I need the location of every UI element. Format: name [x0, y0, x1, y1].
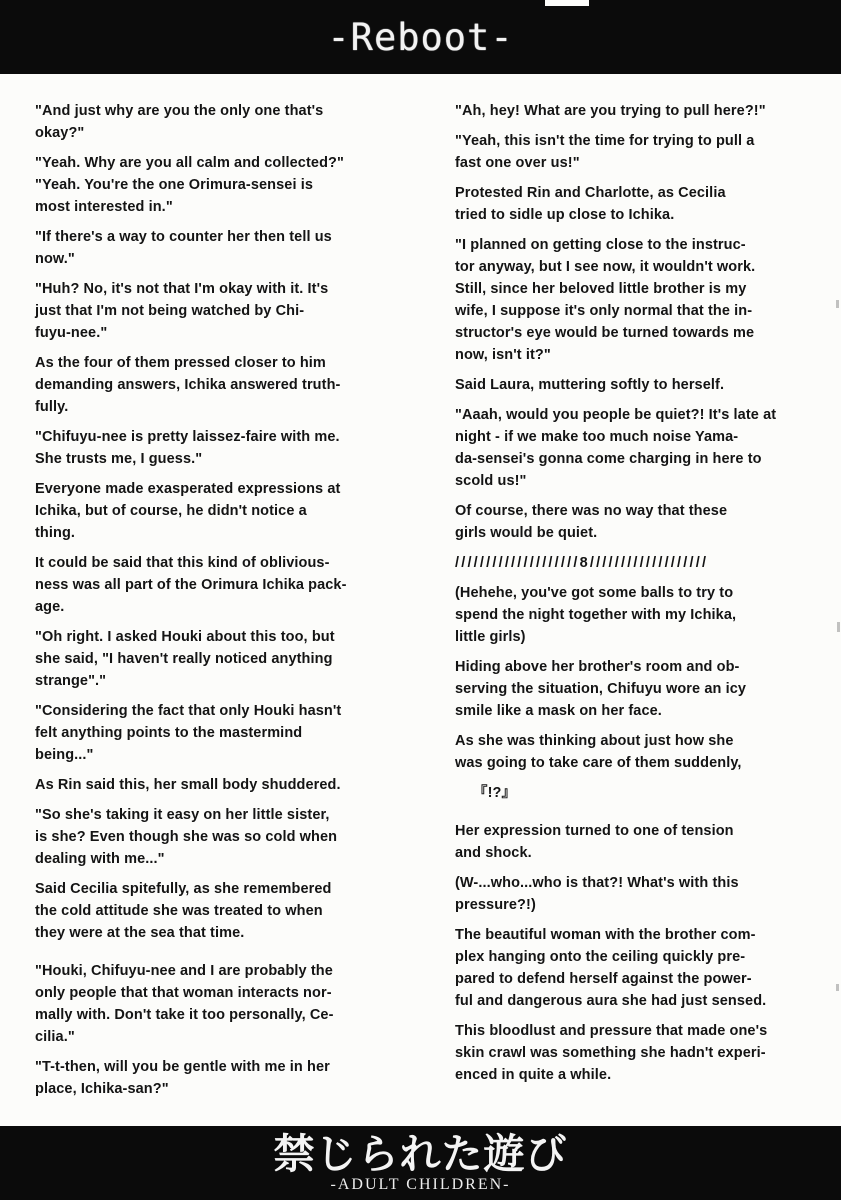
text-column-left [35, 100, 407, 1108]
text-line: pared to defend herself against the power- [455, 971, 752, 987]
text-line: ful and dangerous aura she had just sensed. [455, 993, 767, 1009]
text-line: demanding answers, Ichika answered truth- [35, 377, 341, 393]
paragraph [455, 582, 827, 648]
text-line: "T-t-then, will you be gentle with me in her [35, 1059, 330, 1075]
text-line: ////////////////////8/////////////////// [455, 555, 709, 571]
paragraph [455, 730, 827, 774]
paragraph [35, 478, 407, 544]
paragraph [35, 1056, 407, 1100]
text-line: fast one over us!" [455, 155, 580, 171]
text-line: thing. [35, 525, 76, 541]
paragraph [455, 374, 827, 396]
header-bar [0, 0, 841, 74]
text-line: spend the night together with my Ichika, [455, 607, 737, 623]
paragraph [455, 782, 827, 804]
paragraph [455, 100, 827, 122]
scan-artifact [836, 300, 839, 308]
paragraph [455, 130, 827, 174]
text-line: most interested in." [35, 199, 173, 215]
text-line: structor's eye would be turned towards me [455, 325, 755, 341]
text-line: age. [35, 599, 65, 615]
text-line: "Aaah, would you people be quiet?! It's late at [455, 407, 777, 423]
text-line: "Huh? No, it's not that I'm okay with it. It's [35, 281, 329, 297]
text-line: just that I'm not being watched by Chi- [35, 303, 305, 319]
text-line: dealing with me..." [35, 851, 165, 867]
text-column-right [455, 100, 827, 1094]
text-line: ness was all part of the Orimura Ichika pack- [35, 577, 347, 593]
paragraph [35, 804, 407, 870]
paragraph [455, 656, 827, 722]
text-line: "Chifuyu-nee is pretty laissez-faire with me. [35, 429, 340, 445]
footer-bar [0, 1126, 841, 1200]
text-line: As the four of them pressed closer to him [35, 355, 326, 371]
text-line: It could be said that this kind of oblivious- [35, 555, 330, 571]
text-line: Said Laura, muttering softly to herself. [455, 377, 725, 393]
paragraph [455, 820, 827, 864]
text-line: mally with. Don't take it too personally, Ce- [35, 1007, 334, 1023]
text-line: "If there's a way to counter her then tell us [35, 229, 332, 245]
text-line: "I planned on getting close to the instruc- [455, 237, 746, 253]
text-line: and shock. [455, 845, 532, 861]
text-line: she said, "I haven't really noticed anything [35, 651, 333, 667]
text-line: being..." [35, 747, 94, 763]
text-line: da-sensei's gonna come charging in here to [455, 451, 762, 467]
text-line: Of course, there was no way that these [455, 503, 728, 519]
paragraph [35, 552, 407, 618]
text-line: the cold attitude she was treated to when [35, 903, 323, 919]
text-line: "Yeah. Why are you all calm and collected?" [35, 155, 344, 171]
paragraph [455, 500, 827, 544]
text-line: As she was thinking about just how she [455, 733, 734, 749]
text-line: serving the situation, Chifuyu wore an icy [455, 681, 747, 697]
text-line: now." [35, 251, 75, 267]
text-line: tried to sidle up close to Ichika. [455, 207, 675, 223]
paragraph [35, 878, 407, 944]
text-line: cilia." [35, 1029, 75, 1045]
text-line: little girls) [455, 629, 526, 645]
page-title: -Reboot- [327, 15, 514, 59]
text-line: Her expression turned to one of tension [455, 823, 734, 839]
text-line: Said Cecilia spitefully, as she remembered [35, 881, 332, 897]
text-line: Protested Rin and Charlotte, as Cecilia [455, 185, 726, 201]
paragraph [35, 426, 407, 470]
text-line: is she? Even though she was so cold when [35, 829, 338, 845]
text-line: The beautiful woman with the brother com- [455, 927, 756, 943]
paragraph [35, 100, 407, 144]
text-line: "Yeah, this isn't the time for trying to pull a [455, 133, 755, 149]
paragraph [35, 278, 407, 344]
scan-artifact [836, 984, 839, 991]
paragraph [455, 924, 827, 1012]
text-line: scold us!" [455, 473, 527, 489]
text-line: Hiding above her brother's room and ob- [455, 659, 740, 675]
text-line: tor anyway, but I see now, it wouldn't work. [455, 259, 756, 275]
text-line: wife, I suppose it's only normal that the in- [455, 303, 753, 319]
text-line: okay?" [35, 125, 85, 141]
scan-notch [545, 0, 589, 6]
text-line: felt anything points to the mastermind [35, 725, 303, 741]
text-line: "Considering the fact that only Houki hasn't [35, 703, 342, 719]
text-line: "So she's taking it easy on her little sister, [35, 807, 330, 823]
paragraph [455, 234, 827, 366]
text-line: they were at the sea that time. [35, 925, 245, 941]
paragraph [35, 352, 407, 418]
paragraph [35, 152, 407, 218]
text-line: "And just why are you the only one that's [35, 103, 324, 119]
paragraph [455, 872, 827, 916]
text-line: Still, since her beloved little brother is my [455, 281, 747, 297]
text-line: (W-...who...who is that?! What's with this [455, 875, 739, 891]
paragraph [455, 404, 827, 492]
text-line: "Ah, hey! What are you trying to pull here?!" [455, 103, 766, 119]
text-line: place, Ichika-san?" [35, 1081, 169, 1097]
text-line: fuyu-nee." [35, 325, 108, 341]
text-line: smile like a mask on her face. [455, 703, 662, 719]
scan-artifact [837, 622, 840, 632]
paragraph [35, 700, 407, 766]
text-line: "Oh right. I asked Houki about this too, but [35, 629, 335, 645]
text-line: strange"." [35, 673, 107, 689]
text-line: girls would be quiet. [455, 525, 598, 541]
text-line: 『!?』 [473, 785, 517, 801]
footer-title-japanese: 禁じられた遊び [273, 1129, 568, 1178]
text-line: plex hanging onto the ceiling quickly pre- [455, 949, 746, 965]
text-line: now, isn't it?" [455, 347, 551, 363]
text-line: This bloodlust and pressure that made one's [455, 1023, 768, 1039]
paragraph [35, 774, 407, 796]
text-line: skin crawl was something she hadn't experi- [455, 1045, 766, 1061]
text-line: pressure?!) [455, 897, 536, 913]
text-line: fully. [35, 399, 69, 415]
section-divider [455, 552, 827, 574]
text-line: Ichika, but of course, he didn't notice a [35, 503, 307, 519]
footer-subtitle: -ADULT CHILDREN- [330, 1175, 511, 1193]
paragraph [455, 1020, 827, 1086]
text-line: "Houki, Chifuyu-nee and I are probably the [35, 963, 333, 979]
text-line: Everyone made exasperated expressions at [35, 481, 341, 497]
text-line: only people that that woman interacts nor- [35, 985, 332, 1001]
paragraph [35, 226, 407, 270]
text-line: (Hehehe, you've got some balls to try to [455, 585, 734, 601]
paragraph [35, 626, 407, 692]
text-line: enced in quite a while. [455, 1067, 612, 1083]
text-line: "Yeah. You're the one Orimura-sensei is [35, 177, 314, 193]
text-line: was going to take care of them suddenly, [455, 755, 742, 771]
text-line: She trusts me, I guess." [35, 451, 203, 467]
text-line: night - if we make too much noise Yama- [455, 429, 739, 445]
text-line: As Rin said this, her small body shuddered. [35, 777, 341, 793]
paragraph [455, 182, 827, 226]
paragraph [35, 960, 407, 1048]
